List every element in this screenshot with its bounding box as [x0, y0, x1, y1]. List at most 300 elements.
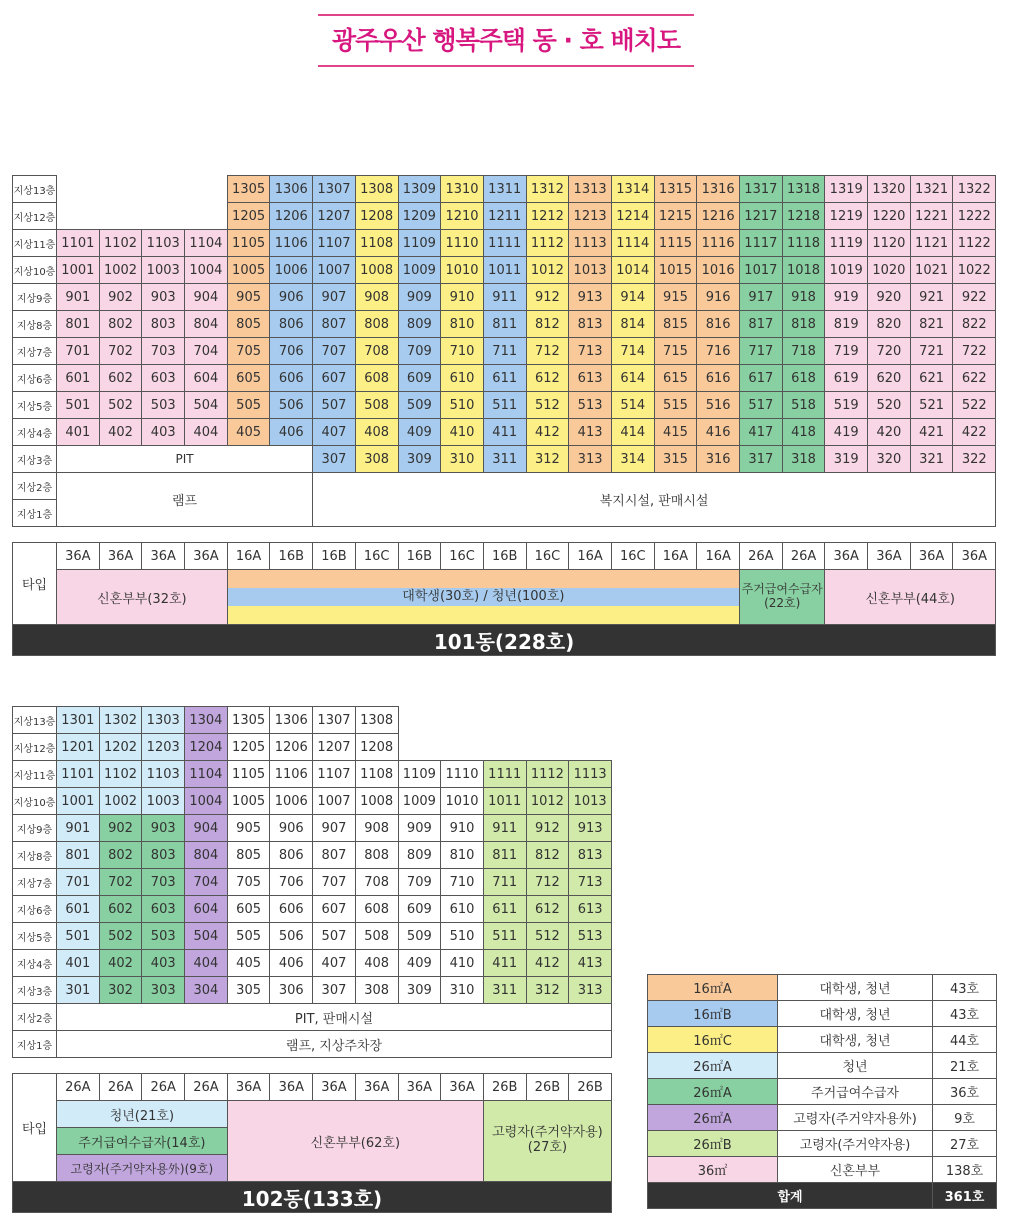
unit-cell: 1120 [868, 230, 911, 257]
legend-row [648, 975, 997, 1001]
unit-cell: 306 [270, 977, 313, 1004]
type-cell: 36A [441, 1074, 484, 1101]
type-cell: 16A [569, 543, 612, 570]
unit-cell: 413 [569, 950, 612, 977]
unit-cell: 1117 [740, 230, 783, 257]
type-cell: 36A [355, 1074, 398, 1101]
unit-cell: 1201 [57, 734, 100, 761]
unit-cell: 507 [313, 923, 356, 950]
unit-cell: 1105 [227, 761, 270, 788]
unit-cell: 916 [697, 284, 740, 311]
unit-cell: 508 [355, 392, 398, 419]
unit-cell: 514 [611, 392, 654, 419]
unit-cell: 1108 [355, 230, 398, 257]
unit-cell: 1006 [270, 788, 313, 815]
unit-cell: 907 [313, 284, 356, 311]
title-frame [318, 14, 694, 67]
unit-cell: 919 [825, 284, 868, 311]
unit-cell: 813 [569, 842, 612, 869]
unit-cell: 712 [526, 338, 569, 365]
unit-cell: 611 [483, 365, 526, 392]
legend-count: 44호 [933, 1027, 997, 1053]
unit-cell: 313 [569, 977, 612, 1004]
unit-cell: 806 [270, 311, 313, 338]
unit-cell: 503 [142, 392, 185, 419]
unit-cell: 1310 [441, 176, 484, 203]
unit-cell: 710 [441, 338, 484, 365]
building-101-type-table [12, 542, 996, 656]
unit-cell: 809 [398, 311, 441, 338]
unit-cell: 908 [355, 815, 398, 842]
unit-cell: 519 [825, 392, 868, 419]
unit-cell: 517 [740, 392, 783, 419]
unit-cell: 719 [825, 338, 868, 365]
type-cell: 16C [611, 543, 654, 570]
unit-cell: 1220 [868, 203, 911, 230]
unit-cell: 1122 [953, 230, 996, 257]
floor-label: 지상6층 [13, 365, 57, 392]
unit-cell: 1114 [611, 230, 654, 257]
unit-cell: 1102 [99, 230, 142, 257]
unit-cell: 1010 [441, 788, 484, 815]
unit-cell: 802 [99, 311, 142, 338]
unit-cell: 901 [57, 284, 100, 311]
unit-cell: 915 [654, 284, 697, 311]
unit-cell: 718 [782, 338, 825, 365]
unit-cell: 705 [227, 338, 270, 365]
unit-cell: 1207 [313, 734, 356, 761]
type-cell: 36A [910, 543, 953, 570]
type-cell: 26B [569, 1074, 612, 1101]
type-cell: 16B [483, 543, 526, 570]
type-cell: 26A [99, 1074, 142, 1101]
unit-cell: 314 [611, 446, 654, 473]
unit-cell: 822 [953, 311, 996, 338]
floor-label: 지상13층 [13, 176, 57, 203]
unit-cell: 1212 [526, 203, 569, 230]
unit-cell: 406 [270, 950, 313, 977]
unit-cell: 1213 [569, 203, 612, 230]
floor-label: 지상10층 [13, 257, 57, 284]
legend-total-row [648, 1183, 997, 1209]
unit-cell: 905 [227, 815, 270, 842]
unit-cell: 1022 [953, 257, 996, 284]
unit-cell: 318 [782, 446, 825, 473]
unit-cell: 321 [910, 446, 953, 473]
legend-target: 고령자(주거약자용外) [778, 1105, 933, 1131]
unit-cell: 615 [654, 365, 697, 392]
legend-type: 16㎡A [648, 975, 778, 1001]
unit-cell: 407 [313, 419, 356, 446]
unit-cell: 610 [441, 896, 484, 923]
unit-cell: 701 [57, 869, 100, 896]
unit-cell: 801 [57, 842, 100, 869]
unit-cell: 708 [355, 869, 398, 896]
legend-total-label: 합계 [648, 1183, 933, 1209]
unit-cell: 606 [270, 896, 313, 923]
building-102-bar: 102동(133호) [13, 1182, 612, 1213]
unit-cell: 412 [526, 419, 569, 446]
unit-cell: 1121 [910, 230, 953, 257]
floor-label: 지상7층 [13, 869, 57, 896]
unit-cell: 810 [441, 842, 484, 869]
unit-cell: 1018 [782, 257, 825, 284]
empty-cell [398, 734, 611, 761]
unit-cell: 609 [398, 365, 441, 392]
unit-cell: 405 [227, 950, 270, 977]
unit-cell: 707 [313, 338, 356, 365]
unit-cell: 513 [569, 392, 612, 419]
unit-cell: 1208 [355, 203, 398, 230]
unit-cell: 1107 [313, 761, 356, 788]
floor-label: 지상12층 [13, 203, 57, 230]
type-cell: 26A [185, 1074, 228, 1101]
unit-cell: 701 [57, 338, 100, 365]
unit-cell: 311 [483, 446, 526, 473]
unit-cell: 401 [57, 419, 100, 446]
unit-cell: 506 [270, 923, 313, 950]
unit-cell: 604 [185, 365, 228, 392]
unit-cell: 308 [355, 446, 398, 473]
unit-cell: 622 [953, 365, 996, 392]
unit-cell: 1109 [398, 230, 441, 257]
unit-cell: 307 [313, 446, 356, 473]
type-cell: 16A [697, 543, 740, 570]
legend-target: 청년 [778, 1053, 933, 1079]
floor-label: 지상1층 [13, 500, 57, 527]
unit-cell: 805 [227, 311, 270, 338]
legend-count: 138호 [933, 1157, 997, 1183]
unit-cell: 903 [142, 284, 185, 311]
unit-cell: 1308 [355, 176, 398, 203]
group-housing-benefit-102: 주거급여수급자(14호) [57, 1128, 228, 1155]
unit-cell: 417 [740, 419, 783, 446]
unit-cell: 402 [99, 419, 142, 446]
unit-cell: 803 [142, 842, 185, 869]
unit-cell: 405 [227, 419, 270, 446]
unit-cell: 317 [740, 446, 783, 473]
legend-total-count: 361호 [933, 1183, 997, 1209]
unit-cell: 521 [910, 392, 953, 419]
unit-cell: 703 [142, 869, 185, 896]
unit-cell: 605 [227, 365, 270, 392]
unit-cell: 1208 [355, 734, 398, 761]
unit-cell: 613 [569, 365, 612, 392]
type-cell: 36A [99, 543, 142, 570]
unit-cell: 713 [569, 338, 612, 365]
unit-cell: 1322 [953, 176, 996, 203]
unit-cell: 401 [57, 950, 100, 977]
unit-cell: 403 [142, 950, 185, 977]
unit-cell: 1011 [483, 788, 526, 815]
legend-count: 36호 [933, 1079, 997, 1105]
unit-cell: 1314 [611, 176, 654, 203]
unit-cell: 602 [99, 896, 142, 923]
floor-label: 지상6층 [13, 896, 57, 923]
unit-cell: 301 [57, 977, 100, 1004]
unit-cell: 814 [611, 311, 654, 338]
unit-cell: 505 [227, 392, 270, 419]
unit-cell: 1319 [825, 176, 868, 203]
unit-cell: 309 [398, 977, 441, 1004]
empty-cell [398, 707, 611, 734]
type-cell: 26A [740, 543, 783, 570]
unit-cell: 810 [441, 311, 484, 338]
unit-cell: 409 [398, 419, 441, 446]
unit-cell: 714 [611, 338, 654, 365]
unit-cell: 409 [398, 950, 441, 977]
unit-cell: 702 [99, 869, 142, 896]
legend-type: 26㎡A [648, 1105, 778, 1131]
unit-cell: 612 [526, 365, 569, 392]
unit-cell: 812 [526, 311, 569, 338]
unit-cell: 917 [740, 284, 783, 311]
unit-cell: 1318 [782, 176, 825, 203]
unit-cell: 419 [825, 419, 868, 446]
unit-cell: 911 [483, 815, 526, 842]
type-cell: 26A [57, 1074, 100, 1101]
type-cell: 16C [355, 543, 398, 570]
unit-cell: 1004 [185, 257, 228, 284]
pit-commercial-cell: PIT, 판매시설 [57, 1004, 612, 1031]
type-cell: 16A [654, 543, 697, 570]
legend-row [648, 1027, 997, 1053]
unit-cell: 1104 [185, 230, 228, 257]
unit-cell: 1112 [526, 761, 569, 788]
floor-label: 지상9층 [13, 284, 57, 311]
unit-cell: 1203 [142, 734, 185, 761]
unit-cell: 1113 [569, 230, 612, 257]
unit-cell: 1009 [398, 257, 441, 284]
unit-cell: 1306 [270, 176, 313, 203]
unit-cell: 818 [782, 311, 825, 338]
floor-label: 지상2층 [13, 1004, 57, 1031]
empty-cell [57, 203, 228, 230]
unit-cell: 910 [441, 284, 484, 311]
unit-cell: 516 [697, 392, 740, 419]
group-elderly-b: 고령자(주거약자용)(27호) [483, 1101, 611, 1182]
unit-cell: 806 [270, 842, 313, 869]
unit-cell: 607 [313, 365, 356, 392]
unit-cell: 422 [953, 419, 996, 446]
unit-cell: 309 [398, 446, 441, 473]
unit-cell: 1216 [697, 203, 740, 230]
unit-cell: 1115 [654, 230, 697, 257]
type-cell: 36A [825, 543, 868, 570]
unit-cell: 705 [227, 869, 270, 896]
legend-target: 대학생, 청년 [778, 975, 933, 1001]
unit-cell: 408 [355, 419, 398, 446]
unit-cell: 509 [398, 923, 441, 950]
unit-cell: 612 [526, 896, 569, 923]
unit-cell: 1103 [142, 761, 185, 788]
unit-cell: 1016 [697, 257, 740, 284]
unit-cell: 313 [569, 446, 612, 473]
unit-cell: 813 [569, 311, 612, 338]
unit-cell: 1221 [910, 203, 953, 230]
unit-cell: 1301 [57, 707, 100, 734]
unit-cell: 1309 [398, 176, 441, 203]
unit-cell: 518 [782, 392, 825, 419]
type-cell: 36A [57, 543, 100, 570]
unit-cell: 308 [355, 977, 398, 1004]
unit-cell: 1112 [526, 230, 569, 257]
type-cell: 36A [313, 1074, 356, 1101]
unit-cell: 608 [355, 896, 398, 923]
unit-cell: 808 [355, 842, 398, 869]
unit-cell: 706 [270, 869, 313, 896]
welfare-cell: 복지시설, 판매시설 [313, 473, 996, 527]
unit-cell: 1102 [99, 761, 142, 788]
unit-cell: 504 [185, 392, 228, 419]
unit-cell: 503 [142, 923, 185, 950]
floor-label: 지상3층 [13, 977, 57, 1004]
legend-type: 26㎡A [648, 1053, 778, 1079]
unit-cell: 1007 [313, 257, 356, 284]
type-cell: 36A [398, 1074, 441, 1101]
type-cell: 16B [398, 543, 441, 570]
floor-label: 지상2층 [13, 473, 57, 500]
unit-cell: 1015 [654, 257, 697, 284]
unit-cell: 703 [142, 338, 185, 365]
unit-cell: 508 [355, 923, 398, 950]
unit-cell: 908 [355, 284, 398, 311]
unit-cell: 310 [441, 977, 484, 1004]
legend-target: 고령자(주거약자용) [778, 1131, 933, 1157]
unit-cell: 1315 [654, 176, 697, 203]
unit-cell: 319 [825, 446, 868, 473]
floor-label: 지상13층 [13, 707, 57, 734]
unit-cell: 1108 [355, 761, 398, 788]
unit-cell: 1101 [57, 230, 100, 257]
unit-cell: 906 [270, 284, 313, 311]
unit-cell: 307 [313, 977, 356, 1004]
type-cell: 16B [270, 543, 313, 570]
unit-cell: 710 [441, 869, 484, 896]
unit-cell: 1206 [270, 203, 313, 230]
unit-cell: 320 [868, 446, 911, 473]
unit-cell: 1020 [868, 257, 911, 284]
unit-cell: 803 [142, 311, 185, 338]
unit-cell: 815 [654, 311, 697, 338]
unit-cell: 502 [99, 923, 142, 950]
unit-cell: 801 [57, 311, 100, 338]
unit-cell: 1021 [910, 257, 953, 284]
unit-cell: 310 [441, 446, 484, 473]
type-cell: 36A [185, 543, 228, 570]
unit-cell: 1217 [740, 203, 783, 230]
unit-cell: 619 [825, 365, 868, 392]
unit-cell: 601 [57, 896, 100, 923]
group-youth: 청년(21호) [57, 1101, 228, 1128]
unit-cell: 711 [483, 869, 526, 896]
unit-cell: 606 [270, 365, 313, 392]
legend-count: 43호 [933, 975, 997, 1001]
unit-cell: 720 [868, 338, 911, 365]
unit-cell: 808 [355, 311, 398, 338]
page-title: 광주우산 행복주택 동 · 호 배치도 [332, 26, 680, 55]
unit-cell: 1214 [611, 203, 654, 230]
legend-target: 대학생, 청년 [778, 1027, 933, 1053]
unit-cell: 1106 [270, 230, 313, 257]
unit-cell: 512 [526, 923, 569, 950]
unit-cell: 316 [697, 446, 740, 473]
unit-cell: 614 [611, 365, 654, 392]
unit-cell: 715 [654, 338, 697, 365]
unit-cell: 613 [569, 896, 612, 923]
unit-cell: 510 [441, 923, 484, 950]
legend-count: 21호 [933, 1053, 997, 1079]
unit-cell: 1317 [740, 176, 783, 203]
floor-label: 지상9층 [13, 815, 57, 842]
unit-cell: 1303 [142, 707, 185, 734]
unit-cell: 322 [953, 446, 996, 473]
unit-cell: 617 [740, 365, 783, 392]
unit-cell: 817 [740, 311, 783, 338]
unit-cell: 403 [142, 419, 185, 446]
unit-cell: 607 [313, 896, 356, 923]
unit-cell: 603 [142, 365, 185, 392]
legend-target: 대학생, 청년 [778, 1001, 933, 1027]
unit-cell: 512 [526, 392, 569, 419]
unit-cell: 618 [782, 365, 825, 392]
legend-type: 26㎡A [648, 1079, 778, 1105]
floor-label: 지상8층 [13, 842, 57, 869]
unit-cell: 1010 [441, 257, 484, 284]
unit-cell: 1002 [99, 257, 142, 284]
unit-cell: 511 [483, 392, 526, 419]
unit-cell: 816 [697, 311, 740, 338]
unit-cell: 902 [99, 815, 142, 842]
legend-row [648, 1157, 997, 1183]
unit-cell: 721 [910, 338, 953, 365]
unit-cell: 920 [868, 284, 911, 311]
unit-cell: 415 [654, 419, 697, 446]
unit-cell: 411 [483, 419, 526, 446]
unit-cell: 1316 [697, 176, 740, 203]
type-cell: 26B [483, 1074, 526, 1101]
group-newlywed-2: 신혼부부(44호) [825, 570, 996, 625]
unit-cell: 601 [57, 365, 100, 392]
unit-cell: 912 [526, 284, 569, 311]
unit-cell: 713 [569, 869, 612, 896]
legend-type: 16㎡C [648, 1027, 778, 1053]
unit-cell: 704 [185, 338, 228, 365]
unit-cell: 511 [483, 923, 526, 950]
unit-cell: 501 [57, 392, 100, 419]
floor-label: 지상11층 [13, 761, 57, 788]
floor-label: 지상4층 [13, 419, 57, 446]
unit-cell: 1008 [355, 257, 398, 284]
unit-cell: 609 [398, 896, 441, 923]
type-cell: 16C [441, 543, 484, 570]
unit-cell: 1222 [953, 203, 996, 230]
unit-cell: 1110 [441, 230, 484, 257]
unit-cell: 1014 [611, 257, 654, 284]
legend-row [648, 1105, 997, 1131]
unit-cell: 1313 [569, 176, 612, 203]
unit-cell: 1003 [142, 788, 185, 815]
floor-label: 지상11층 [13, 230, 57, 257]
unit-cell: 507 [313, 392, 356, 419]
unit-cell: 406 [270, 419, 313, 446]
unit-cell: 608 [355, 365, 398, 392]
unit-cell: 811 [483, 842, 526, 869]
building-101-grid [12, 175, 996, 527]
unit-cell: 1004 [185, 788, 228, 815]
unit-cell: 912 [526, 815, 569, 842]
unit-cell: 1305 [227, 707, 270, 734]
